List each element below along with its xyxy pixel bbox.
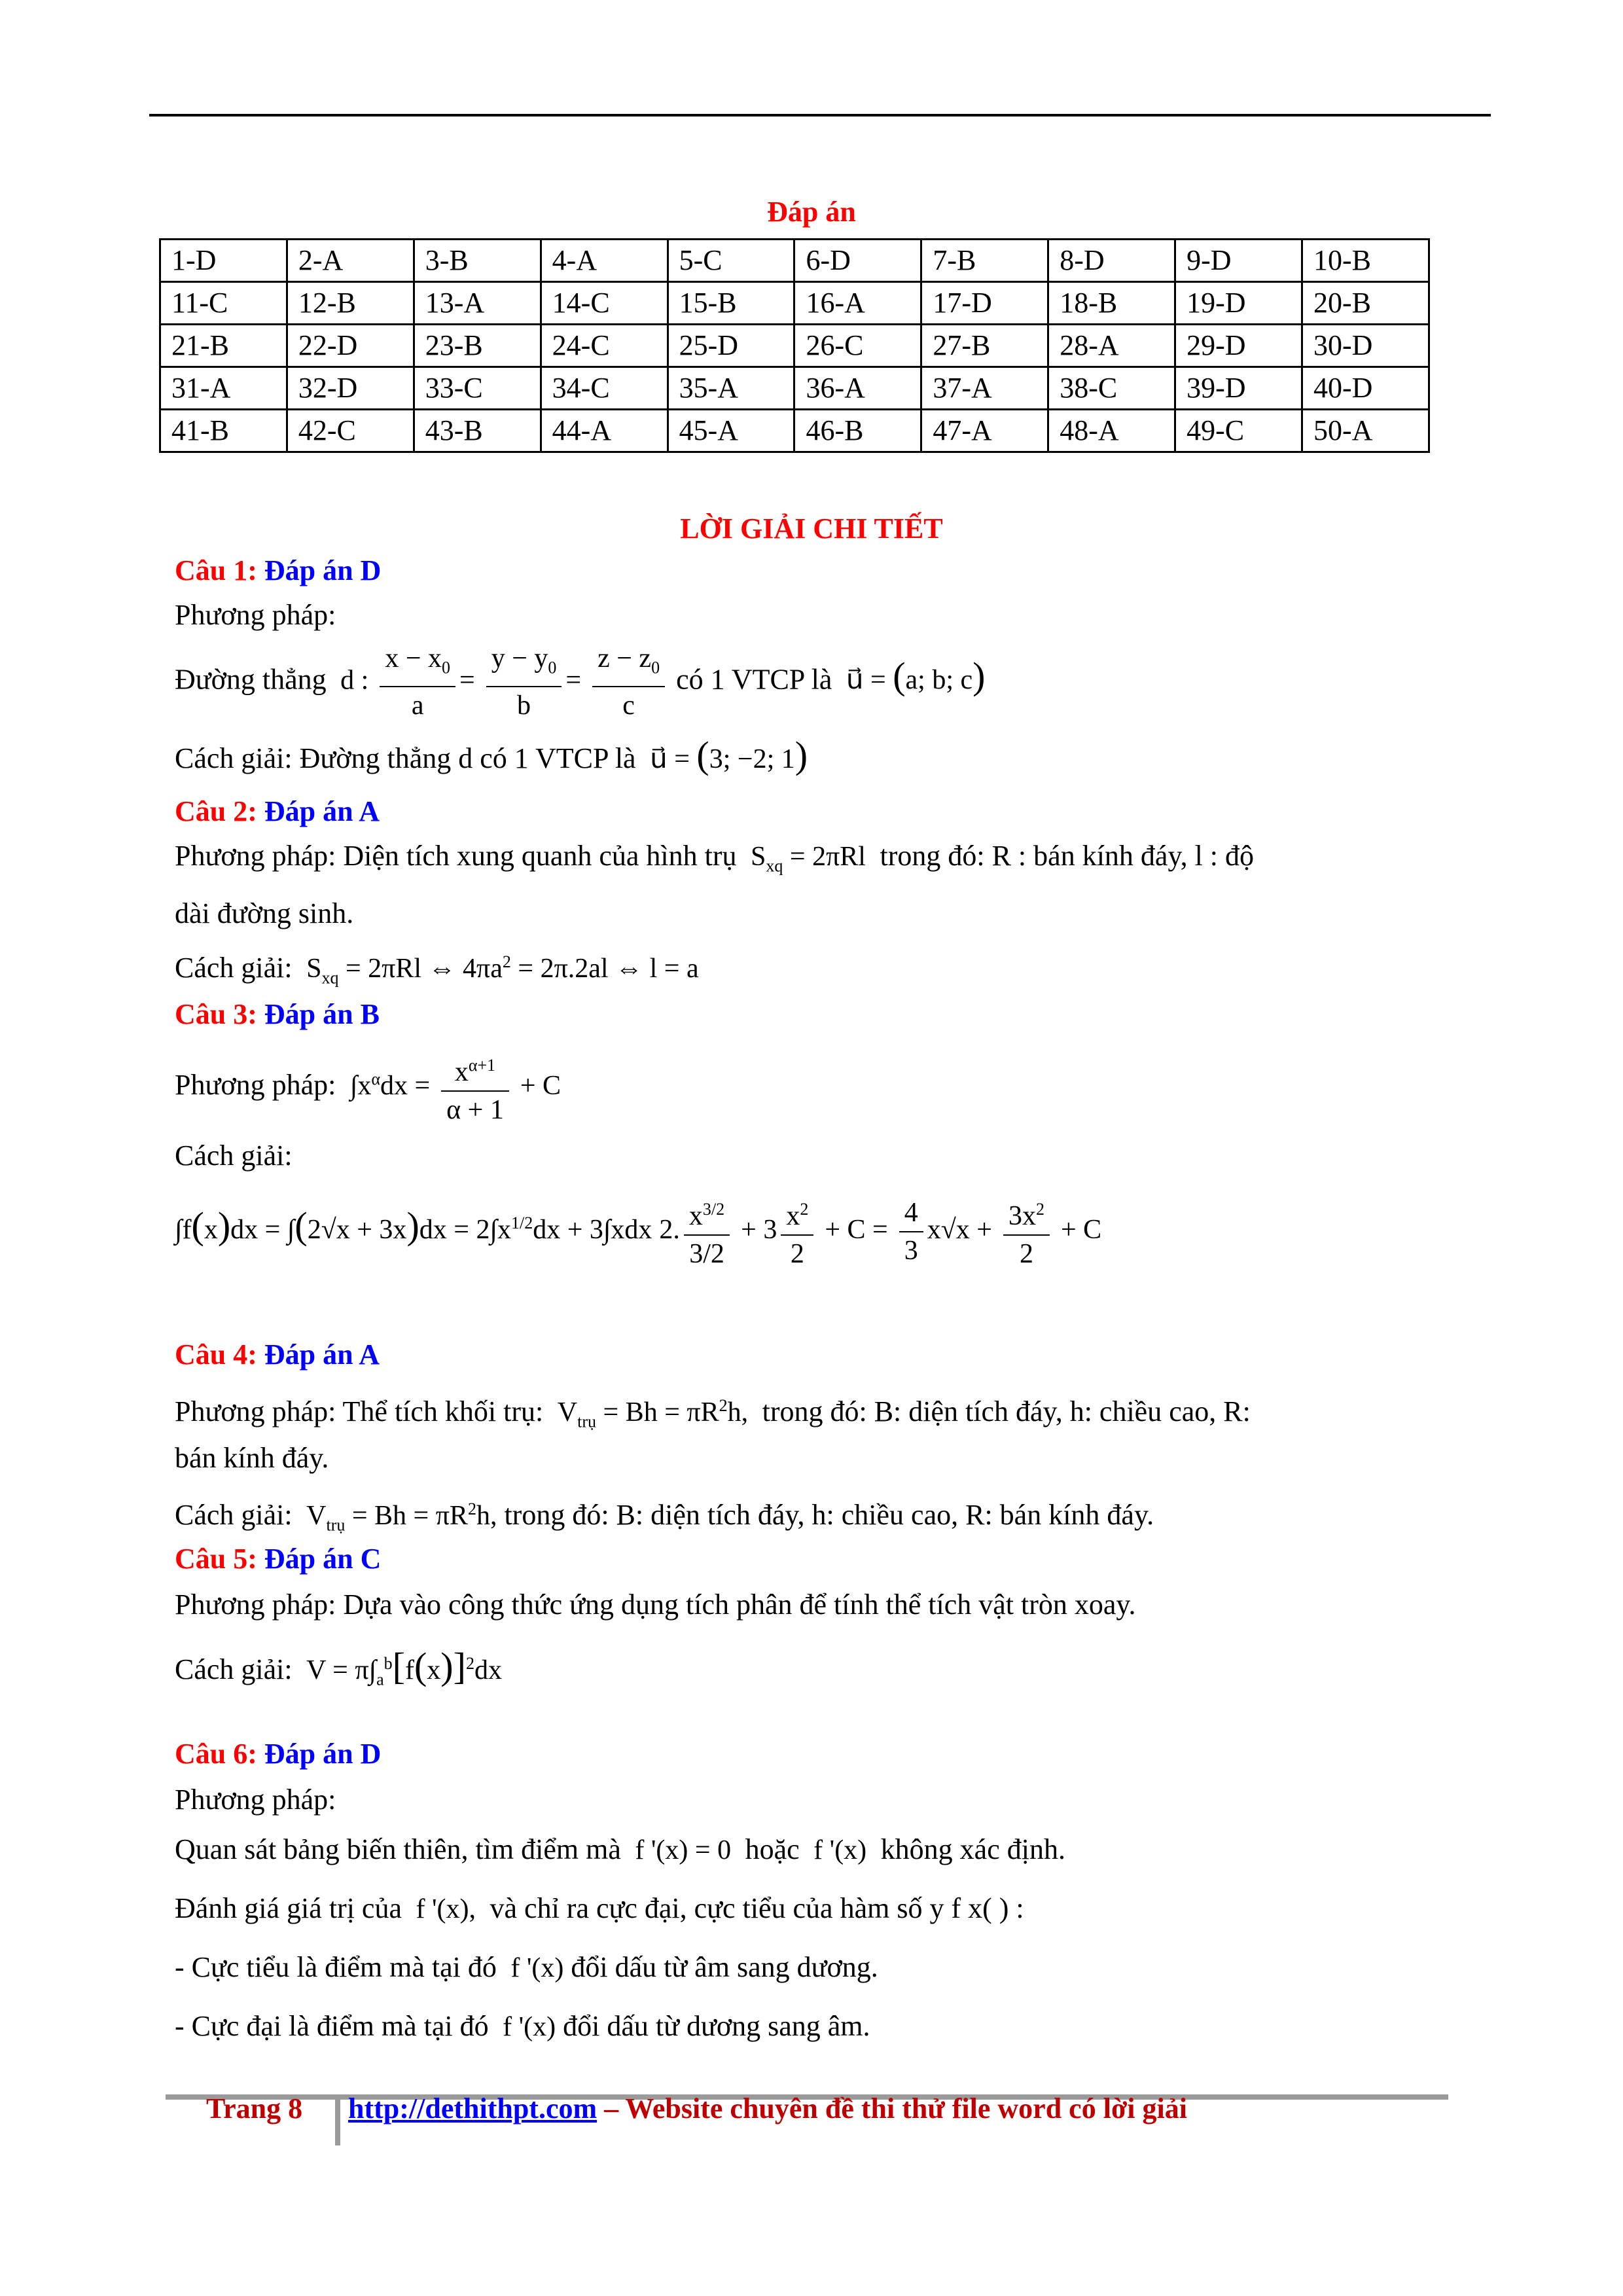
q2-method-cont: dài đường sinh. [175,897,354,929]
answer-cell: 12-B [287,282,414,325]
answer-key-table [159,238,1430,453]
answer-cell: 28-A [1048,325,1175,367]
website-link[interactable]: http://dethithpt.com [348,2092,597,2125]
answer-cell: 22-D [287,325,414,367]
q6-maximum: - Cực đại là điểm mà tại đó f '(x) đổi dấu từ dương sang âm. [175,2010,870,2042]
answer-cell: 34-C [541,367,668,410]
answer-cell: 14-C [541,282,668,325]
q1-heading: Câu 1: Đáp án D [175,554,382,586]
answer-cell: 25-D [668,325,794,367]
q4-heading: Câu 4: Đáp án A [175,1338,380,1371]
q6-heading: Câu 6: Đáp án D [175,1738,382,1770]
answer-cell: 30-D [1302,325,1429,367]
q5-heading: Câu 5: Đáp án C [175,1543,382,1575]
q4-method: Phương pháp: Thể tích khối trụ: $V_{trụ} = Bh = \pi R^2h$, trong đó: B: diện tích đáy, h: chiều cao, R: [175,1395,1251,1431]
answer-cell: 42-C [287,410,414,452]
q3-heading: Câu 3: Đáp án B [175,998,380,1030]
answer-row [160,367,1429,410]
answer-cell: 10-B [1302,240,1429,282]
footer-text [348,2092,1187,2125]
q6-method: Phương pháp: [175,1784,336,1816]
top-rule [149,114,1491,117]
answer-row [160,282,1429,325]
q3-method: Phương pháp: $\int x^\alpha dx$ = $\frac{x^{\alpha+1}}{\alpha + 1}$ + C [175,1047,561,1128]
answer-cell: 40-D [1302,367,1429,410]
answer-cell: 5-C [668,240,794,282]
q1-solution: Cách giải: Đường thẳng d có 1 VTCP là u⃗ = (3; −2; 1) [175,734,808,776]
q3-solution: Cách giải: [175,1139,293,1172]
answer-cell: 16-A [794,282,921,325]
answer-cell: 36-A [794,367,921,410]
answer-cell: 47-A [921,410,1048,452]
q2-solution: Cách giải: $S_{xq} = 2\pi Rl$ ⇔ $4\pi a^2 = 2\pi.2al$ ⇔ l = a [175,952,699,988]
answer-cell: 41-B [160,410,287,452]
answer-cell: 1-D [160,240,287,282]
answer-cell: 26-C [794,325,921,367]
answer-cell: 18-B [1048,282,1175,325]
answer-cell: 21-B [160,325,287,367]
answer-cell: 9-D [1175,240,1302,282]
q4-solution: Cách giải: $V_{trụ} = Bh = \pi R^2h$, trong đó: B: diện tích đáy, h: chiều cao, R: bán kính đáy. [175,1499,1154,1535]
q4-method-cont: bán kính đáy. [175,1442,329,1474]
answer-cell: 15-B [668,282,794,325]
answer-row [160,410,1429,452]
answer-cell: 24-C [541,325,668,367]
answer-key-title: Đáp án [767,196,856,228]
answer-cell: 3-B [414,240,541,282]
solution-title: LỜI GIẢI CHI TIẾT [680,512,943,545]
answer-cell: 45-A [668,410,794,452]
answer-cell: 13-A [414,282,541,325]
q6-observe: Quan sát bảng biến thiên, tìm điểm mà f '(x) = 0 hoặc f '(x) không xác định. [175,1833,1065,1865]
answer-cell: 7-B [921,240,1048,282]
q6-evaluate: Đánh giá giá trị của f '(x), và chỉ ra cực đại, cực tiểu của hàm số y f x( ) : [175,1892,1024,1924]
page-number: Trang 8 [206,2092,303,2125]
answer-cell: 17-D [921,282,1048,325]
q5-method: Phương pháp: Dựa vào công thức ứng dụng tích phân để tính thể tích vật tròn xoay. [175,1588,1136,1621]
answer-cell: 37-A [921,367,1048,410]
q2-method: Phương pháp: Diện tích xung quanh của hình trụ $S_{xq} = 2\pi Rl$ trong đó: R : bán kính đáy, l : độ [175,840,1255,876]
answer-cell: 33-C [414,367,541,410]
answer-cell: 46-B [794,410,921,452]
q1-line-equation: Đường thẳng d : $\frac{x - x_0}{a}$ = $\frac{y - y_0}{b}$ = $\frac{z - z_0}{c}$ có 1 VTCP là u⃗ = (a; b; c) [175,640,985,724]
footer-tagline: – Website chuyên đề thi thử file word có lời giải [604,2092,1187,2125]
q1-method: Phương pháp: [175,599,336,631]
answer-cell: 11-C [160,282,287,325]
answer-row [160,240,1429,282]
answer-cell: 8-D [1048,240,1175,282]
answer-cell: 44-A [541,410,668,452]
answer-cell: 20-B [1302,282,1429,325]
answer-cell: 27-B [921,325,1048,367]
answer-row [160,325,1429,367]
q5-solution: Cách giải: $V = \pi\int_a^b[f(x)]^2dx$ [175,1645,502,1689]
answer-cell: 50-A [1302,410,1429,452]
q3-integral: $\int f(x)dx = \int(2√x + 3x)dx = 2\int x^{1/2}dx + 3\int xdx$ 2. $\frac{x^{3/2}}{3/2}$ + 3 $\frac{x^2}{2}$ + C = $\frac{4}{3}$ x√x + $\frac{3x^2}{2}$ + C [175,1191,1101,1272]
answer-cell: 31-A [160,367,287,410]
answer-cell: 6-D [794,240,921,282]
answer-cell: 32-D [287,367,414,410]
answer-cell: 39-D [1175,367,1302,410]
answer-cell: 19-D [1175,282,1302,325]
answer-cell: 38-C [1048,367,1175,410]
answer-cell: 23-B [414,325,541,367]
answer-cell: 48-A [1048,410,1175,452]
answer-cell: 35-A [668,367,794,410]
q6-minimum: - Cực tiểu là điểm mà tại đó f '(x) đổi dấu từ âm sang dương. [175,1951,878,1983]
footer-divider [335,2094,340,2145]
q2-heading: Câu 2: Đáp án A [175,795,380,827]
answer-cell: 29-D [1175,325,1302,367]
answer-cell: 49-C [1175,410,1302,452]
answer-cell: 2-A [287,240,414,282]
answer-cell: 4-A [541,240,668,282]
answer-cell: 43-B [414,410,541,452]
